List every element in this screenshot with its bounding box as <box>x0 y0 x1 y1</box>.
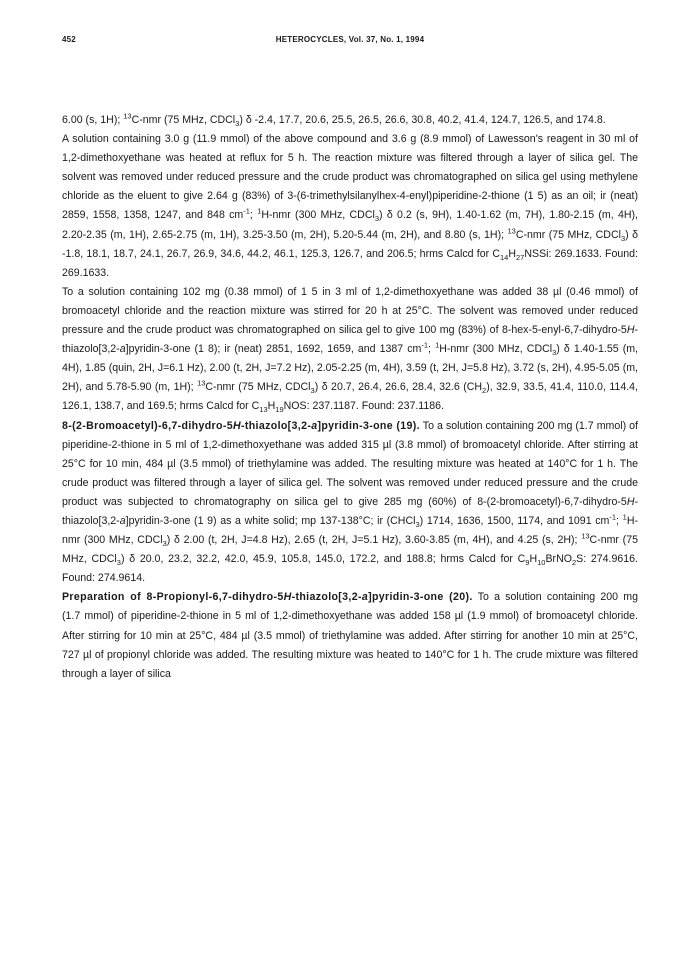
subscript-text: 2 <box>482 386 487 396</box>
body-text-run: ]pyridin-3-one (1 9) as a white solid; mp 137-138°C; ir (CHCl <box>125 514 416 527</box>
paragraph-thione-synthesis <box>62 130 638 283</box>
compound-heading-text: 8-(2-Bromoacetyl)-6,7-dihydro-5 <box>62 419 233 432</box>
body-text-run: NSSi: 269.1633. Found: 269.1633. <box>62 247 639 279</box>
subscript-text: 3 <box>620 233 626 243</box>
subscript-text: 3 <box>116 558 121 568</box>
body-text-run: ; <box>428 343 436 356</box>
subscript-text: 3 <box>235 119 240 129</box>
body-text-run: 6.00 (s, 1H); <box>62 114 124 126</box>
subscript-text: 3 <box>162 539 167 549</box>
body-text-run: ), 32.9, 33.5, 41.4, 110.0, 114.4, 126.1, 138.7, and 169.5; hrms Calcd for C <box>62 381 638 413</box>
subscript-text: 19 <box>275 405 284 415</box>
superscript-text: 1 <box>622 512 627 522</box>
compound-heading-text: -thiazolo[3,2- <box>291 591 362 604</box>
body-text-run: C-nmr (75 MHz, CDCl <box>62 534 638 566</box>
subscript-text: 10 <box>537 558 546 568</box>
paragraph-thiazolopyridinone-18 <box>62 283 638 417</box>
paragraph-bromoacetyl-19 <box>62 417 638 589</box>
body-text-run: ) δ -1.8, 18.1, 18.7, 24.1, 26.7, 26.9, 34.6, 44.2, 46.1, 125.3, 126.7, and 206.5; hrms Calcd for C <box>62 228 638 260</box>
body-text-run: BrNO <box>545 553 572 566</box>
subscript-text: 3 <box>552 348 557 358</box>
body-text-run: To a solution containing 200 mg (1.7 mmol) of piperidine-2-thione in 5 ml of 1,2-dimethoxyethane was added 158 µl (1.9 mmol) of bromoacetyl chloride. After stirring for 10 min at 25°C, 484 µl (3.5 mmol) of triethylamine was added. After stirring for another 10 min at 25°C, 727 µl of propionyl chloride was added. The resulting mixture was heated to 140°C for 1 h. The crude mixture was filtered through a layer of silica <box>62 591 638 680</box>
superscript-text: -1 <box>421 340 429 350</box>
body-text-run: C-nmr (75 MHz, CDCl <box>131 114 236 126</box>
body-text-run: NOS: 237.1187. Found: 237.1186. <box>283 400 445 413</box>
body-text-run: H <box>626 495 635 508</box>
paragraph-nmr-data <box>62 111 638 130</box>
body-text-run: C-nmr (75 MHz, CDCl <box>205 381 311 394</box>
compound-heading-text: -thiazolo[3,2- <box>240 419 312 432</box>
body-text-run: H-nmr (300 MHz, CDCl <box>261 209 375 222</box>
body-text-run: H <box>267 400 276 413</box>
subscript-text: 3 <box>415 520 420 530</box>
body-text-run: H-nmr (300 MHz, CDCl <box>439 343 553 356</box>
superscript-text: 13 <box>581 531 590 541</box>
body-text-run: ) δ 20.7, 26.4, 26.6, 28.4, 32.6 (CH <box>314 381 483 394</box>
body-text-run: H <box>626 324 635 337</box>
body-text-run: A solution containing 3.0 g (11.9 mmol) of the above compound and 3.6 g (8.9 mmol) of Lawesson's reagent in 30 ml of 1,2-dimethoxyethane was heated at reflux for 5 h. The reaction mixture was filtered through a layer of silica gel. The solvent was removed under reduced pressure and the crude product was chromatographed on silica gel using methylene chloride as the eluent to give 2.64 g (83%) of 3-(6-trimethylsilanylhex-4-enyl)piperidine-2-thione (1 5) as an oil; ir (neat) 2859, 1558, 1358, 1247, and 848 cm <box>62 133 638 222</box>
compound-heading-text: ]pyridin-3-one (20). <box>368 591 473 604</box>
subscript-text: 13 <box>259 405 268 415</box>
body-text-run: ]pyridin-3-one (1 8); ir (neat) 2851, 1692, 1659, and 1387 cm <box>125 343 422 356</box>
body-text-run: To a solution containing 200 mg (1.7 mmol) of piperidine-2-thione in 5 ml of 1,2-dimethoxyethane was added 315 µl (3.8 mmol) of bromoacetyl chloride. After stirring at 25°C for 10 min, 484 µl (3.5 mmol) of triethylamine was added. The resulting mixture was heated at 140°C for 1 h. The crude product was filtered through a layer of silica gel. The solvent was removed under reduced pressure and the crude product was subjected to chromatography on silica gel to give 285 mg (60%) of 8-(2-bromoacetyl)-6,7-dihydro-5 <box>62 419 639 508</box>
body-text-run: ) δ 0.2 (s, 9H), 1.40-1.62 (m, 7H), 1.80-2.15 (m, 4H), 2.20-2.35 (m, 1H), 2.65-2.75 (m, 1H), 3.25-3.50 (m, 2H), 5.20-5.44 (m, 2H), and 8.80 (s, 1H); <box>62 209 638 241</box>
superscript-text: -1 <box>243 206 250 216</box>
subscript-text: 2 <box>571 558 577 568</box>
journal-reference: HETEROCYCLES, Vol. 37, No. 1, 1994 <box>275 35 425 44</box>
superscript-text: 13 <box>123 111 132 121</box>
body-text-run: a <box>119 514 126 527</box>
running-head <box>62 35 638 49</box>
body-text-run: S: 274.9616. Found: 274.9614. <box>62 553 638 585</box>
superscript-text: 13 <box>197 378 206 388</box>
subscript-text: 9 <box>525 558 530 568</box>
body-text <box>62 111 638 684</box>
compound-heading-text: H <box>232 419 241 432</box>
body-text-run: ) 1714, 1636, 1500, 1174, and 1091 cm <box>419 514 610 527</box>
body-text-run: ; <box>616 514 623 527</box>
subscript-text: 3 <box>374 214 380 224</box>
body-text-run: -thiazolo[3,2- <box>62 324 638 356</box>
body-text-run: H <box>508 247 517 260</box>
paragraph-propionyl-20 <box>62 588 638 683</box>
compound-heading-text: ]pyridin-3-one (19). <box>317 419 420 432</box>
body-text-run: ; <box>249 209 258 222</box>
subscript-text: 3 <box>310 386 315 396</box>
body-text-run: ) δ 20.0, 23.2, 32.2, 42.0, 45.9, 105.8, 145.0, 172.2, and 188.8; hrms Calcd for C <box>120 553 526 566</box>
superscript-text: -1 <box>609 512 617 522</box>
body-text-run: C-nmr (75 MHz, CDCl <box>515 228 621 241</box>
body-text-run: ) δ 1.40-1.55 (m, 4H), 1.85 (quin, 2H, J=6.1 Hz), 2.00 (t, 2H, J=7.2 Hz), 2.05-2.25 (m, 4H), 3.59 (t, 2H, J=5.8 Hz), 3.72 (s, 2H), 4.95-5.05 (m, 2H), and 5.78-5.90 (m, 1H); <box>62 343 638 394</box>
body-text-run: ) δ -2.4, 17.7, 20.6, 25.5, 26.5, 26.6, 30.8, 40.2, 41.4, 124.7, 126.5, and 174.8. <box>239 114 606 126</box>
body-text-run: a <box>119 343 126 356</box>
body-text-run: H <box>529 553 538 566</box>
body-text-run: -thiazolo[3,2- <box>62 495 638 527</box>
page-number: 452 <box>62 35 76 44</box>
compound-heading-text: a <box>361 591 369 604</box>
body-text-run: H-nmr (300 MHz, CDCl <box>62 514 639 547</box>
compound-heading-text: Preparation of 8-Propionyl-6,7-dihydro-5 <box>62 591 284 604</box>
body-text-run: To a solution containing 102 mg (0.38 mmol) of 1 5 in 3 ml of 1,2-dimethoxyethane was added 38 µl (0.46 mmol) of bromoacetyl chloride and the reaction mixture was stirred for 20 h at 25°C. The solvent was removed under reduced pressure and the crude product was chromatographed on silica gel to give 100 mg (83%) of 8-hex-5-enyl-6,7-dihydro-5 <box>62 285 638 337</box>
superscript-text: 1 <box>257 206 262 216</box>
compound-heading-text: H <box>283 591 292 604</box>
superscript-text: 1 <box>435 340 440 350</box>
subscript-text: 14 <box>500 252 509 262</box>
superscript-text: 13 <box>507 226 516 236</box>
body-text-run: ) δ 2.00 (t, 2H, J=4.8 Hz), 2.65 (t, 2H, J=5.1 Hz), 3.60-3.85 (m, 4H), and 4.25 (s, 2H); <box>166 534 582 547</box>
compound-heading-text: a <box>311 419 318 432</box>
subscript-text: 27 <box>516 252 525 262</box>
